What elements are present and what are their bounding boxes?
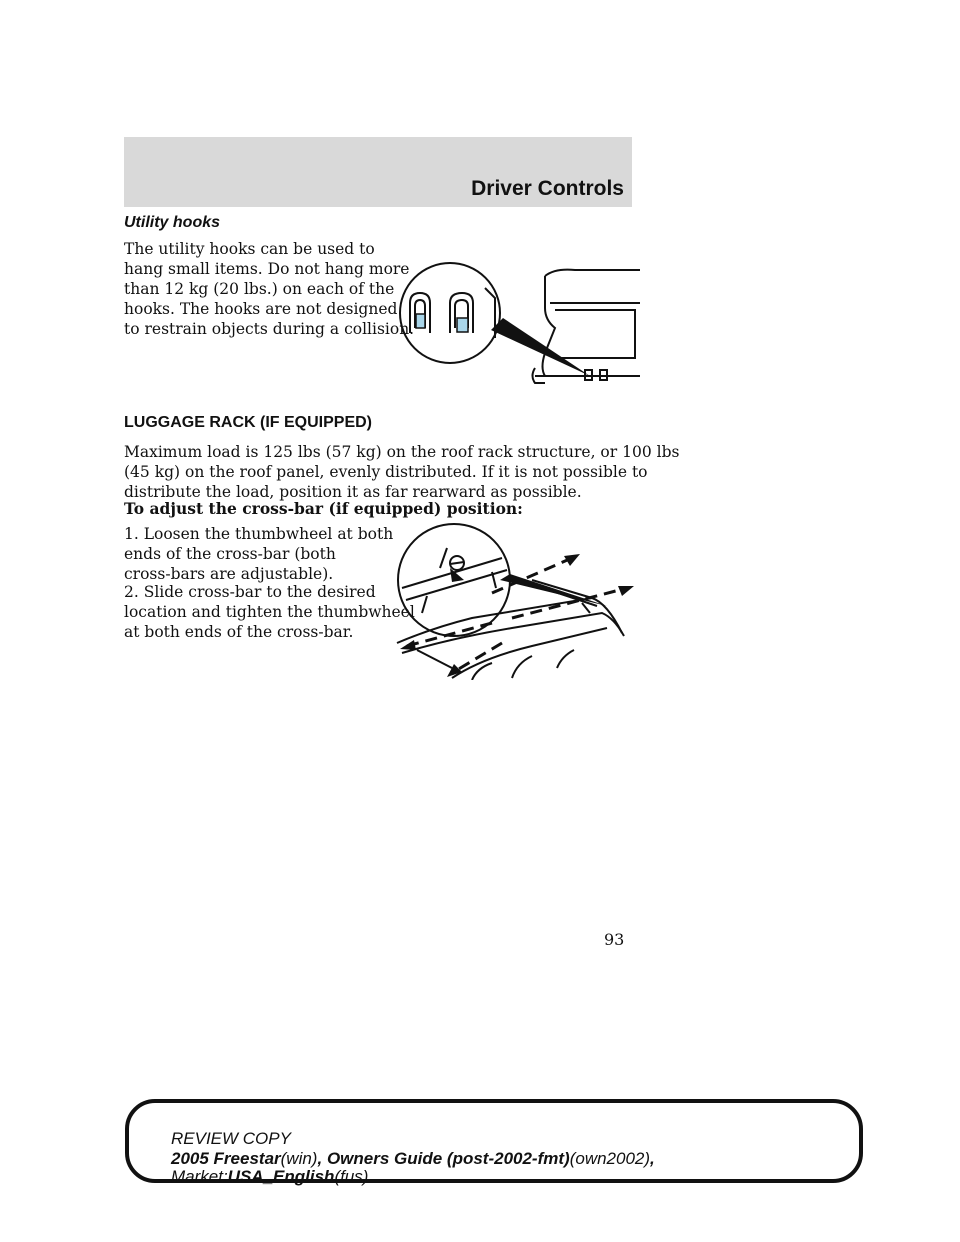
footer-line-3: Market:USA_English(fus) [171, 1167, 369, 1186]
utility-hooks-illustration [395, 258, 640, 393]
page-number: 93 [604, 930, 625, 949]
utility-hooks-heading: Utility hooks [124, 214, 221, 231]
footer-review: REVIEW COPY [171, 1129, 291, 1148]
step-2: 2. Slide cross-bar to the desired location and tighten the thumbwheel at both ends of the cross-bar. [124, 583, 415, 641]
section-title: Driver Controls [471, 177, 624, 200]
luggage-rack-heading: LUGGAGE RACK (IF EQUIPPED) [124, 414, 373, 431]
step-1: 1. Loosen the thumbwheel at both ends of the cross-bar (both cross-bars are adjustable). [124, 525, 394, 583]
luggage-rack-illustration [392, 518, 640, 680]
luggage-intro: Maximum load is 125 lbs (57 kg) on the roof rack structure, or 100 lbs (45 kg) on the roof panel, evenly distributed. If it is not possible to distribute the load, position it as far rearward as possible. [124, 443, 680, 501]
footer-box [125, 1099, 863, 1186]
utility-hooks-text: The utility hooks can be used to hang small items. Do not hang more than 12 kg (20 lbs.) on each of the hooks. The hooks are not designed to restrain objects during a collision. [124, 240, 415, 338]
footer-line-2: 2005 Freestar(win), Owners Guide (post-2002-fmt)(own2002), [171, 1149, 655, 1168]
adjust-heading: To adjust the cross-bar (if equipped) position: [124, 499, 523, 518]
header-band [124, 137, 632, 207]
